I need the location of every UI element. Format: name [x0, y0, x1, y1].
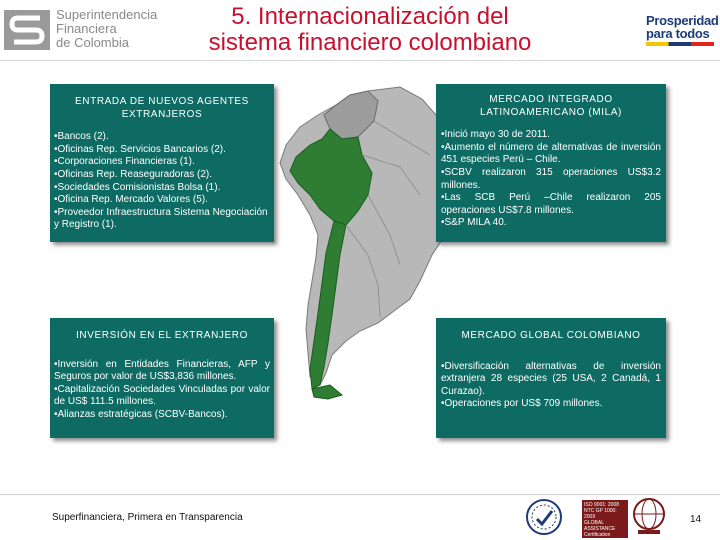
- list-item: •Alianzas estratégicas (SCBV-Bancos).: [54, 408, 228, 420]
- list-item: •SCBV realizaron 315 operaciones US$3.2 millones.: [441, 166, 661, 191]
- cert-line-2: NTC GP 1000: 2009: [584, 508, 617, 520]
- header-divider: [0, 60, 720, 61]
- mercado-global-box: [436, 318, 666, 438]
- superfinanciera-s-icon: [4, 10, 50, 50]
- entrada-heading: ENTRADA DE NUEVOS AGENTES EXTRANJEROS: [75, 96, 249, 120]
- logo-text: [56, 8, 157, 50]
- certification-seal-icon: [522, 497, 566, 537]
- inversion-extranjero-box: [50, 318, 274, 438]
- superfinanciera-logo: [4, 8, 164, 56]
- title-line-2: sistema financiero colombiano: [208, 29, 532, 56]
- entrada-agentes-box: [50, 84, 274, 242]
- footer-divider: [0, 494, 720, 495]
- page-number: 14: [690, 514, 702, 525]
- list-item: •Proveedor Infraestructura Sistema Negociación y Registro (1).: [54, 206, 268, 231]
- footer-text: Superfinanciera, Primera en Transparencia: [52, 512, 243, 523]
- logo-line-2: Financiera: [56, 21, 117, 36]
- list-item: •S&P MILA 40.: [441, 217, 507, 229]
- list-item: •Inició mayo 30 de 2011.: [441, 129, 550, 141]
- list-item: •Bancos (2).: [54, 131, 109, 143]
- cert-line-4: Certification: [584, 532, 611, 538]
- list-item: •Aumento el número de alternativas de inversión 451 especies Perú – Chile.: [441, 141, 661, 166]
- certification-globe-icon: [632, 496, 666, 536]
- mila-heading: MERCADO INTEGRADO LATINOAMERICANO (MILA): [480, 94, 622, 118]
- entrada-list: [50, 131, 274, 232]
- cert-line-3: GLOBAL ASSISTANCE: [584, 520, 616, 532]
- list-item: •Diversificación alternativas de inversión extranjera 28 especies (25 USA, 2 Canadá, 1 Curazao).: [441, 360, 661, 397]
- iso-certification-badge: [582, 500, 628, 538]
- logo-line-3: de Colombia: [56, 35, 129, 50]
- list-item: •Oficinas Rep. Reaseguradoras (2).: [54, 168, 213, 180]
- logo-line-1: Superintendencia: [56, 7, 158, 22]
- global-heading: MERCADO GLOBAL COLOMBIANO: [461, 330, 641, 341]
- mila-list: [436, 129, 666, 230]
- inversion-heading: INVERSIÓN EN EL EXTRANJERO: [76, 330, 248, 341]
- title-line-1: 5. Internacionalización del: [231, 3, 509, 30]
- mila-box: [436, 84, 666, 242]
- prosperidad-line-1: Prosperidad: [646, 13, 719, 28]
- inversion-list: [50, 359, 274, 422]
- global-list: [436, 361, 666, 411]
- list-item: •Oficina Rep. Mercado Valores (5).: [54, 194, 208, 206]
- list-item: •Corporaciones Financieras (1).: [54, 156, 195, 168]
- list-item: •Las SCB Perú –Chile realizaron 205 operaciones US$7.8 millones.: [441, 192, 661, 216]
- list-item: •Operaciones por US$ 709 millones.: [441, 398, 603, 410]
- list-item: •Inversión en Entidades Financieras, AFP y Seguros por valor de US$3,836 millones.: [54, 358, 270, 383]
- list-item: •Oficinas Rep. Servicios Bancarios (2).: [54, 143, 226, 155]
- cert-line-1: ISO 9001: 2008: [584, 502, 620, 508]
- list-item: •Sociedades Comisionistas Bolsa (1).: [54, 181, 221, 193]
- prosperidad-line-2: para todos: [646, 26, 710, 41]
- list-item: •Capitalización Sociedades Vinculadas por valor de US$ 111.5 millones.: [54, 383, 270, 408]
- prosperidad-color-bar: [646, 42, 714, 46]
- prosperidad-logo: [646, 13, 719, 46]
- page-title: [180, 4, 560, 56]
